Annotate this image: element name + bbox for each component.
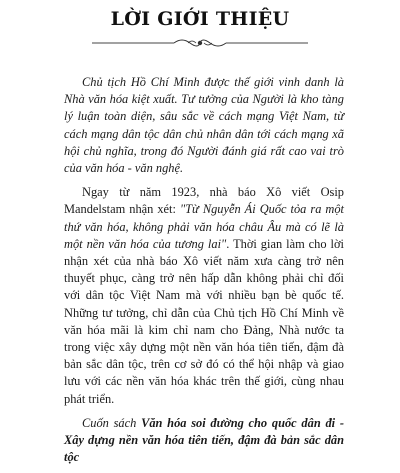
page-title: LỜI GIỚI THIỆU	[110, 8, 290, 30]
book-title: Văn hóa soi đường cho quốc dân đi - Xây dựng nền văn hóa tiên tiến, đậm đà bản sắc dân tộc	[64, 415, 344, 465]
paragraph-mandelstam	[64, 184, 344, 408]
paragraph-text: . Thời gian làm cho lời nhận xét của nhà báo Xô viết năm xưa càng trở nên thuyết phục, càng trở nên hấp dẫn không phải chỉ đối với dân tộc Việt Nam mà với nhiều bạn bè quốc tế. Những tư tưởng, chỉ dẫn của Chủ tịch Hồ Chí Minh về văn hóa mãi là kim chỉ nam cho Đảng, Nhà nước ta trong việc xây dựng một nền văn hóa tiên tiến, đậm đà bản sắc dân tộc, trên cơ sở đó có thể hội nhập và giao lưu với các nền văn hóa khác trên thế giới, cùng nhau phát triển.	[64, 236, 344, 406]
body-text	[64, 74, 344, 473]
mandelstam-quote: "Từ Nguyễn Ái Quốc tỏa ra một thứ văn hóa, không phải văn hóa châu Âu mà có lẽ là một nền văn hóa của tương lai"	[64, 202, 344, 251]
paragraph-book	[64, 415, 344, 467]
paragraph-intro: Chủ tịch Hồ Chí Minh được thế giới vinh danh là Nhà văn hóa kiệt xuất. Tư tưởng của Người là kho tàng lý luận toàn diện, sâu sắc về cách mạng Việt Nam, từ cách mạng dân tộc dân chủ nhân dân tới cách mạng xã hội chủ nghĩa, trong đó Người đánh giá rất cao vai trò của văn hóa - văn nghệ.	[64, 75, 344, 176]
paragraph-text: Cuốn sách	[82, 415, 142, 430]
paragraph-text: Ngay từ năm 1923, nhà báo Xô viết Osip Mandelstam nhận xét:	[64, 185, 344, 217]
ornament-divider-icon	[92, 36, 308, 50]
